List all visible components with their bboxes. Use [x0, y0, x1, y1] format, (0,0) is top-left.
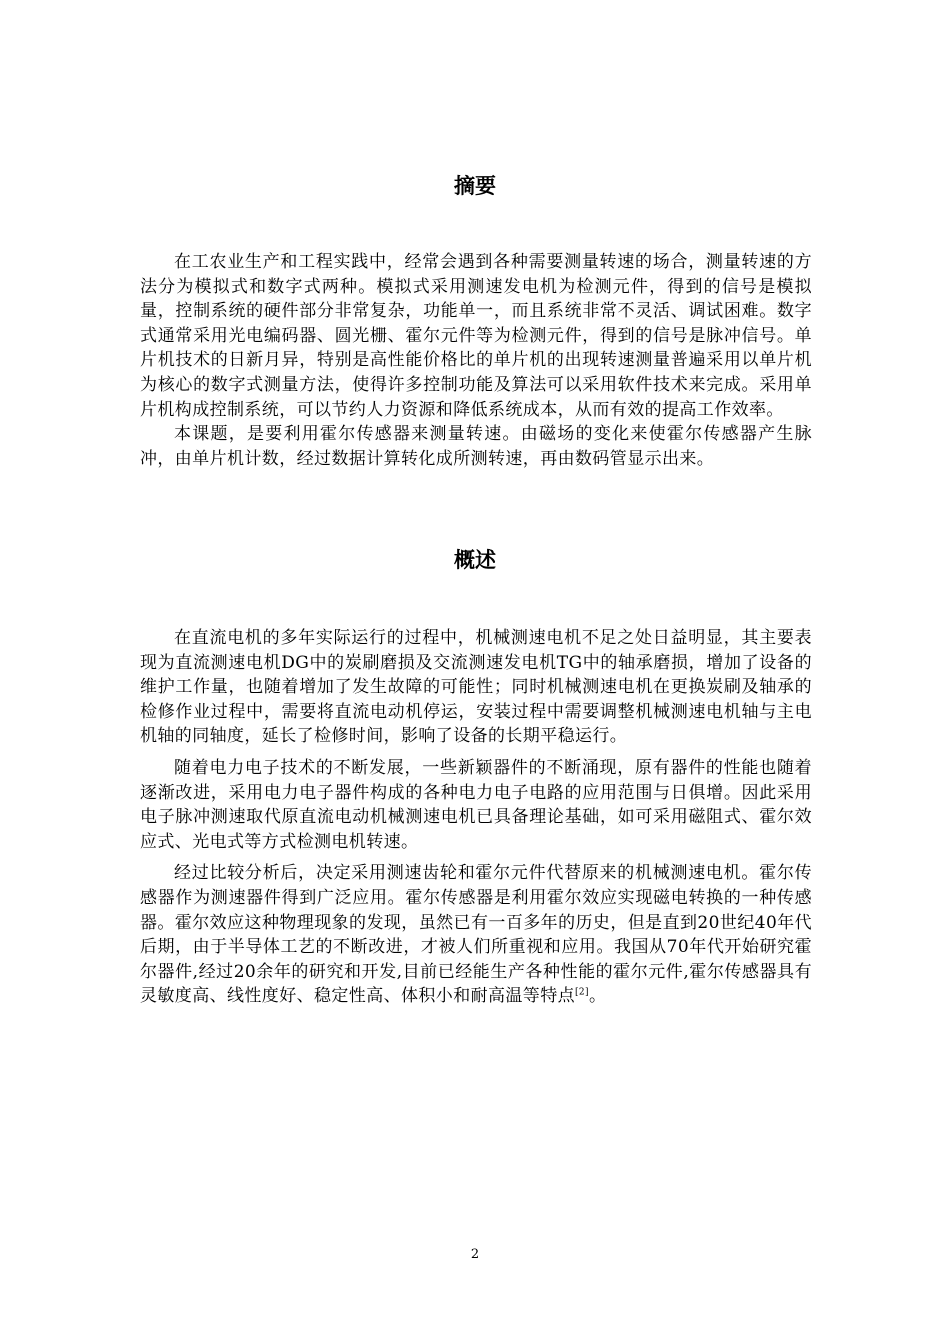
page-number: 2 — [470, 1247, 480, 1262]
overview-paragraph-3-end: 。 — [588, 986, 607, 1007]
abstract-title: 摘要 — [454, 174, 496, 198]
overview-body — [140, 626, 812, 1016]
overview-paragraph-3-text: 经过比较分析后，决定采用测速齿轮和霍尔元件代替原来的机械测速电机。霍尔传感器作为测速器件得到广泛应用。霍尔传感器是利用霍尔效应实现磁电转换的一种传感器。霍尔效应这种物理现象的发现，虽然已有一百多年的历史，但是直到20世纪40年代后期，由于半导体工艺的不断改进，才被人们所重视和应用。我国从70年代开始研究霍尔器件,经过20余年的研究和开发,目前已经能生产各种性能的霍尔元件,霍尔传感器具有灵敏度高、线性度好、稳定性高、体积小和耐高温等特点 — [140, 863, 812, 1007]
abstract-paragraph-2: 本课题，是要利用霍尔传感器来测量转速。由磁场的变化来使霍尔传感器产生脉冲，由单片机计数，经过数据计算转化成所测转速，再由数码管显示出来。 — [140, 424, 812, 469]
citation-reference[interactable]: [2] — [575, 987, 589, 998]
overview-paragraph-1: 在直流电机的多年实际运行的过程中，机械测速电机不足之处日益明显，其主要表现为直流测速电机DG中的炭刷磨损及交流测速发电机TG中的轴承磨损，增加了设备的维护工作量，也随着增加了发生故障的可能性；同时机械测速电机在更换炭刷及轴承的检修作业过程中，需要将直流电动机停运，安装过程中需要调整机械测速电机轴与主电机轴的同轴度，延长了检修时间，影响了设备的长期平稳运行。 — [140, 628, 812, 747]
abstract-body — [140, 250, 812, 471]
abstract-paragraph-1: 在工农业生产和工程实践中，经常会遇到各种需要测量转速的场合，测量转速的方法分为模拟式和数字式两种。模拟式采用测速发电机为检测元件，得到的信号是模拟量，控制系统的硬件部分非常复杂，功能单一，而且系统非常不灵活、调试困难。数字式通常采用光电编码器、圆光栅、霍尔元件等为检测元件，得到的信号是脉冲信号。单片机技术的日新月异，特别是高性能价格比的单片机的出现转速测量普遍采用以单片机为核心的数字式测量方法，使得许多控制功能及算法可以采用软件技术来完成。采用单片机构成控制系统，可以节约人力资源和降低系统成本，从而有效的提高工作效率。 — [140, 252, 812, 420]
overview-title: 概述 — [454, 548, 496, 572]
overview-paragraph-3 — [140, 861, 812, 1009]
overview-paragraph-2: 随着电力电子技术的不断发展，一些新颖器件的不断涌现，原有器件的性能也随着逐渐改进，采用电力电子器件构成的各种电力电子电路的应用范围与日俱增。因此采用电子脉冲测速取代原直流电动机械测速电机已具备理论基础，如可采用磁阻式、霍尔效应式、光电式等方式检测电机转速。 — [140, 757, 812, 852]
